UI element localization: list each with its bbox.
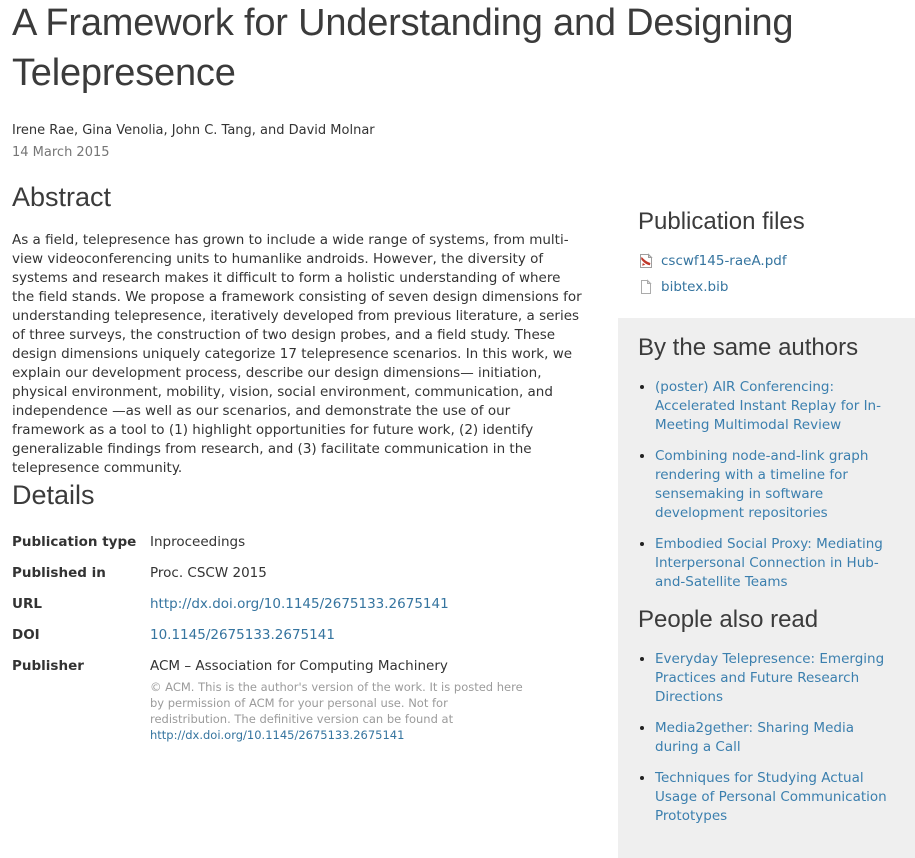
detail-text: Inproceedings [150, 534, 246, 551]
related-publication-link[interactable]: Embodied Social Proxy: Mediating Interpersonal Connection in Hub-and-Satellite Teams [655, 536, 883, 591]
sidebar-column [618, 180, 915, 825]
list-item [655, 447, 897, 523]
abstract-heading: Abstract [12, 182, 112, 213]
related-publication-link[interactable]: Media2gether: Sharing Media during a Call [655, 720, 854, 756]
detail-label: Publisher [12, 658, 84, 675]
also-read-list [638, 650, 897, 826]
detail-label: URL [12, 596, 42, 613]
detail-value [150, 626, 582, 645]
publication-files-section [618, 180, 915, 305]
list-item [655, 719, 897, 757]
file-item [638, 253, 915, 269]
detail-row [12, 595, 582, 614]
detail-link[interactable]: http://dx.doi.org/10.1145/2675133.2675141 [150, 596, 449, 613]
file-link[interactable]: cscwf145-raeA.pdf [661, 253, 787, 270]
file-link[interactable]: bibtex.bib [661, 279, 729, 296]
file-icon [638, 279, 654, 295]
detail-value [150, 533, 582, 552]
related-publication-link[interactable]: (poster) AIR Conferencing: Accelerated Instant Replay for In-Meeting Multimodal Review [655, 379, 881, 434]
detail-value [150, 595, 582, 614]
list-item [655, 769, 897, 826]
main-column [0, 180, 618, 800]
same-authors-list [638, 378, 897, 592]
details-heading: Details [12, 480, 95, 511]
detail-row [12, 657, 582, 743]
detail-text: Proc. CSCW 2015 [150, 565, 267, 582]
detail-link[interactable]: 10.1145/2675133.2675141 [150, 627, 335, 644]
page-header [0, 0, 915, 160]
page-title [12, 0, 915, 98]
content-columns [0, 180, 915, 825]
page-title-line1: A Framework for Understanding and Designing [12, 2, 794, 44]
list-item [655, 535, 897, 592]
detail-label: Publication type [12, 534, 137, 551]
pdf-file-icon [638, 253, 654, 269]
related-publications-box [618, 318, 915, 858]
related-publication-link[interactable]: Techniques for Studying Actual Usage of Personal Communication Prototypes [655, 770, 887, 825]
details-table [12, 533, 582, 743]
file-item [638, 279, 915, 295]
also-read-heading: People also read [638, 606, 819, 634]
detail-row [12, 626, 582, 645]
detail-value [150, 564, 582, 583]
authors-line: Irene Rae, Gina Venolia, John C. Tang, and David Molnar [12, 123, 375, 139]
list-item [655, 378, 897, 435]
related-publication-link[interactable]: Everyday Telepresence: Emerging Practices and Future Research Directions [655, 651, 885, 706]
detail-text: ACM – Association for Computing Machinery [150, 658, 448, 675]
abstract-text: As a field, telepresence has grown to include a wide range of systems, from multi-view videoconferencing units to humanlike androids. However, the diversity of systems and research makes it difficult to form a holistic understanding of where the field stands. We propose a framework consisting of seven design dimensions for understanding telepresence, iteratively developed from previous literature, a series of three surveys, the construction of two design probes, and a field study. These design dimensions uniquely categorize 17 telepresence scenarios. In this work, we explain our development process, describe our design dimensions— initiation, physical environment, mobility, vision, social environment, communication, and independence —as well as our scenarios, and demonstrate the use of our framework as a tool to (1) highlight opportunities for future work, (2) identify generalizable findings from research, and (3) facilitate communication in the telepresence community. [12, 232, 582, 477]
detail-row [12, 533, 582, 552]
publication-files-list [638, 253, 915, 295]
copyright-note: © ACM. This is the author's version of the work. It is posted here by permission of ACM for your personal use. Not for redistribution. The definitive version can be found at http://dx.doi.org/10.1145/2675133.2675141 [150, 679, 532, 743]
same-authors-heading: By the same authors [638, 334, 859, 362]
publication-files-heading: Publication files [638, 208, 805, 236]
list-item [655, 650, 897, 707]
publication-date: 14 March 2015 [12, 145, 110, 161]
detail-label: DOI [12, 627, 40, 644]
detail-value [150, 657, 582, 743]
detail-row [12, 564, 582, 583]
related-publication-link[interactable]: Combining node-and-link graph rendering with a timeline for sensemaking in software development repositories [655, 448, 869, 522]
page-title-line2: Telepresence [12, 52, 236, 94]
detail-label: Published in [12, 565, 106, 582]
copyright-note-link[interactable]: http://dx.doi.org/10.1145/2675133.2675141 [150, 728, 405, 743]
